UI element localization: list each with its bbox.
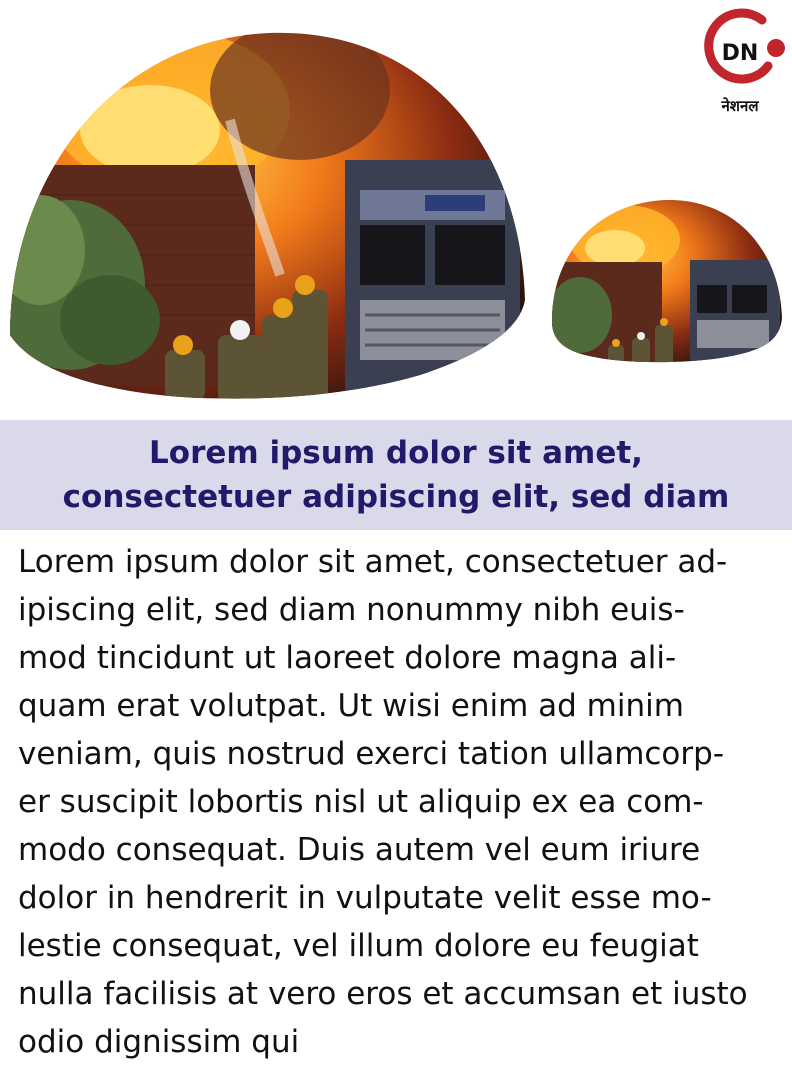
body-line: mod tincidunt ut laoreet dolore magna ali- [18,640,677,676]
hero-photos-svg [0,0,792,420]
logo-caption: नेशनल [721,97,759,115]
body-line: dolor in hendrerit in vulputate velit esse mo- [18,880,712,916]
body-line: veniam, quis nostrud exerci tation ullamcorp- [18,736,725,772]
body-line: nulla facilisis at vero eros et accumsan et iusto [18,976,748,1012]
hero-images [0,0,792,420]
headline-line-1: Lorem ipsum dolor sit amet, [149,435,643,471]
main-photo [0,20,540,420]
body-line: ipiscing elit, sed diam nonummy nibh euis- [18,592,685,628]
headline-line-2: consectetuer adipiscing elit, sed diam [62,479,730,515]
body-line: odio dignissim qui [18,1024,300,1060]
thumbnail-photo [545,195,790,370]
article-body [18,538,784,1066]
logo-mark-text: DN [721,41,759,66]
body-line: modo consequat. Duis autem vel eum iriure [18,832,701,868]
body-line: Lorem ipsum dolor sit amet, consectetuer ad- [18,544,728,580]
headline-band [0,420,792,530]
body-line: lestie consequat, vel illum dolore eu feugiat [18,928,699,964]
body-line: er suscipit lobortis nisl ut aliquip ex ea com- [18,784,704,820]
logo-mark-icon [700,8,792,98]
body-line: quam erat volutpat. Ut wisi enim ad minim [18,688,684,724]
publisher-logo [700,8,792,118]
